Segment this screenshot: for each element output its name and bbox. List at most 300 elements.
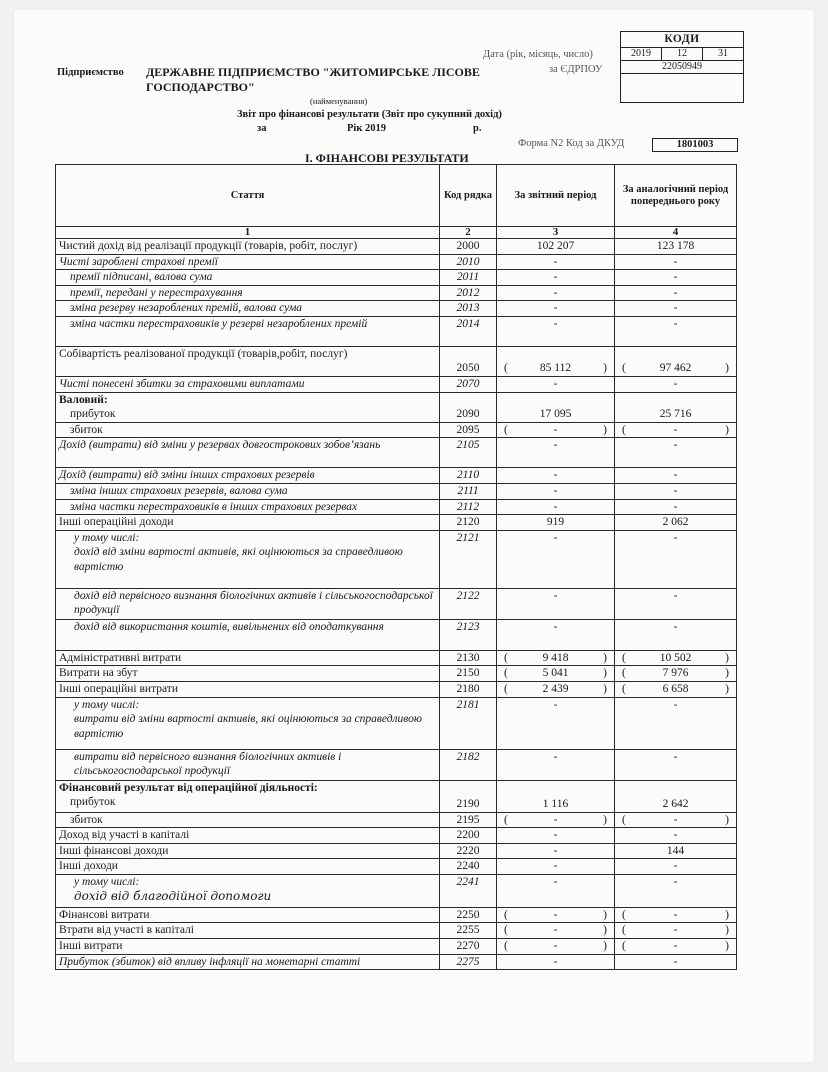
table-row bbox=[56, 619, 737, 650]
value-text: 10 502 bbox=[659, 651, 692, 664]
value-text: - bbox=[673, 423, 678, 436]
table-row bbox=[56, 499, 737, 515]
value-text: - bbox=[553, 469, 558, 482]
row-previous-value bbox=[615, 483, 737, 499]
date-label: Дата (рік, місяць, число) bbox=[483, 49, 593, 60]
enterprise-name-line1: ДЕРЖАВНЕ ПІДПРИЄМСТВО "ЖИТОМИРСЬКЕ ЛІСОВЕ bbox=[146, 65, 480, 79]
row-current-value bbox=[497, 392, 615, 422]
row-code: 2000 bbox=[440, 239, 497, 255]
row-code: 2111 bbox=[440, 483, 497, 499]
row-article-text: Валовий: bbox=[59, 393, 108, 406]
row-article-2122 bbox=[56, 588, 440, 619]
value-text: - bbox=[673, 908, 678, 921]
row-article-2013 bbox=[56, 301, 440, 317]
code-edrpou: 22050949 bbox=[662, 61, 702, 72]
header-previous: За аналогічний період попереднього року bbox=[615, 165, 737, 227]
row-previous-value bbox=[615, 530, 737, 588]
value-text: 2 439 bbox=[542, 682, 569, 695]
code-month: 12 bbox=[662, 48, 703, 60]
row-previous-value bbox=[615, 843, 737, 859]
row-article-2011 bbox=[56, 270, 440, 286]
row-current-value bbox=[497, 666, 615, 682]
col-number-3: 3 bbox=[497, 227, 615, 239]
value-text: - bbox=[553, 940, 558, 953]
value-text: - bbox=[553, 317, 558, 330]
row-current-value bbox=[497, 468, 615, 484]
row-article-text: Фінансовий результат від операційної діяльності: bbox=[59, 781, 318, 794]
value-text: - bbox=[673, 620, 678, 633]
row-code: 2130 bbox=[440, 650, 497, 666]
table-row bbox=[56, 346, 737, 376]
table-row bbox=[56, 392, 737, 422]
row-code: 2250 bbox=[440, 907, 497, 923]
row-previous-value bbox=[615, 515, 737, 531]
row-article-2255 bbox=[56, 923, 440, 939]
row-code: 2120 bbox=[440, 515, 497, 531]
row-previous-value bbox=[615, 697, 737, 749]
report-title: Звіт про фінансові результати (Звіт про сукупний дохід) bbox=[237, 109, 502, 120]
row-article-2050 bbox=[56, 346, 440, 376]
value-text: - bbox=[673, 255, 678, 268]
value-text: 123 178 bbox=[656, 240, 695, 252]
row-article-text: Інші операційні витрати bbox=[59, 682, 178, 695]
table-row bbox=[56, 749, 737, 780]
row-previous-value bbox=[615, 954, 737, 970]
value-text: 5 041 bbox=[542, 667, 569, 680]
row-article-2111 bbox=[56, 483, 440, 499]
row-code: 2150 bbox=[440, 666, 497, 682]
paren-close: ) bbox=[603, 423, 607, 436]
row-current-value bbox=[497, 681, 615, 697]
table-row bbox=[56, 650, 737, 666]
paren-close: ) bbox=[725, 908, 729, 921]
row-previous-value bbox=[615, 376, 737, 392]
row-article-2150 bbox=[56, 666, 440, 682]
table-row bbox=[56, 681, 737, 697]
row-article-2121 bbox=[56, 530, 440, 588]
row-previous-value bbox=[615, 285, 737, 301]
row-code: 2220 bbox=[440, 843, 497, 859]
paren-open: ( bbox=[504, 908, 508, 921]
value-text: - bbox=[553, 924, 558, 937]
table-row bbox=[56, 780, 737, 812]
paren-close: ) bbox=[725, 423, 729, 436]
row-previous-value bbox=[615, 749, 737, 780]
paren-close: ) bbox=[725, 813, 729, 826]
value-text: - bbox=[553, 860, 558, 873]
row-current-value bbox=[497, 749, 615, 780]
row-article-2190 bbox=[56, 780, 440, 812]
value-text: - bbox=[673, 589, 678, 602]
table-row bbox=[56, 666, 737, 682]
row-current-value bbox=[497, 954, 615, 970]
row-code: 2121 bbox=[440, 530, 497, 588]
row-previous-value bbox=[615, 812, 737, 828]
row-code: 2112 bbox=[440, 499, 497, 515]
row-article-text: у тому числі: bbox=[74, 531, 140, 544]
row-article-text: Адміністративні витрати bbox=[59, 651, 182, 664]
value-text: - bbox=[673, 531, 678, 544]
row-current-value bbox=[497, 828, 615, 844]
row-article-text: Прибуток (збиток) від впливу інфляції на монетарні статті bbox=[59, 955, 361, 968]
row-article-text: Інші фінансові доходи bbox=[59, 844, 169, 857]
paren-close: ) bbox=[603, 924, 607, 937]
value-text: - bbox=[673, 484, 678, 497]
form-code: 1801003 bbox=[652, 138, 738, 152]
row-current-value bbox=[497, 270, 615, 286]
value-text: - bbox=[553, 620, 558, 633]
paren-close: ) bbox=[603, 813, 607, 826]
table-row bbox=[56, 301, 737, 317]
row-current-value bbox=[497, 438, 615, 468]
paren-open: ( bbox=[622, 908, 626, 921]
value-text: 2 062 bbox=[662, 516, 689, 529]
value-text: - bbox=[673, 439, 678, 452]
table-row bbox=[56, 859, 737, 875]
financial-results-table bbox=[55, 164, 737, 970]
table-row bbox=[56, 254, 737, 270]
paren-close: ) bbox=[725, 940, 729, 953]
value-text: - bbox=[553, 423, 558, 436]
paren-open: ( bbox=[622, 667, 626, 680]
row-code: 2255 bbox=[440, 923, 497, 939]
section-title: І. ФІНАНСОВІ РЕЗУЛЬТАТИ bbox=[305, 151, 469, 165]
row-article-text: Чисті зароблені страхові премії bbox=[59, 255, 219, 268]
form-label: Форма N2 Код за ДКУД bbox=[518, 138, 625, 149]
paren-open: ( bbox=[504, 651, 508, 664]
value-text: - bbox=[673, 500, 678, 513]
row-code: 2070 bbox=[440, 376, 497, 392]
table-row bbox=[56, 697, 737, 749]
value-text: 1 116 bbox=[542, 797, 569, 810]
row-previous-value bbox=[615, 828, 737, 844]
table-row bbox=[56, 239, 737, 255]
row-code: 2270 bbox=[440, 939, 497, 955]
row-previous-value bbox=[615, 499, 737, 515]
value-text: - bbox=[553, 955, 558, 968]
row-current-value bbox=[497, 859, 615, 875]
value-text: - bbox=[553, 377, 558, 390]
row-article-text: Собівартість реалізованої продукції (товарів,робіт, послуг) bbox=[59, 347, 348, 360]
row-article-2095 bbox=[56, 422, 440, 438]
row-article-text: дохід від використання коштів, вивільнених від оподаткування bbox=[74, 620, 384, 633]
row-article-text: зміна інших страхових резервів, валова сума bbox=[70, 484, 288, 497]
codes-title: КОДИ bbox=[621, 32, 743, 48]
value-text: 6 658 bbox=[662, 682, 689, 695]
paren-open: ( bbox=[622, 682, 626, 695]
value-text: - bbox=[553, 750, 558, 763]
row-previous-value bbox=[615, 619, 737, 650]
row-article-2195 bbox=[56, 812, 440, 828]
value-text: - bbox=[553, 286, 558, 299]
value-text: 2 642 bbox=[662, 797, 689, 810]
row-previous-value bbox=[615, 392, 737, 422]
row-code: 2180 bbox=[440, 681, 497, 697]
value-text: - bbox=[553, 255, 558, 268]
table-row bbox=[56, 270, 737, 286]
period-r: р. bbox=[473, 123, 482, 134]
row-article-2123 bbox=[56, 619, 440, 650]
row-article-subtext: прибуток bbox=[70, 796, 116, 809]
row-article-text: Чистий дохід від реалізації продукції (товарів, робіт, послуг) bbox=[59, 240, 358, 252]
row-code: 2122 bbox=[440, 588, 497, 619]
codes-box bbox=[620, 31, 744, 103]
value-text: - bbox=[553, 439, 558, 452]
value-text: 102 207 bbox=[536, 240, 575, 252]
value-text: 17 095 bbox=[539, 408, 572, 421]
row-previous-value bbox=[615, 346, 737, 376]
value-text: - bbox=[673, 860, 678, 873]
row-current-value bbox=[497, 483, 615, 499]
paren-close: ) bbox=[725, 651, 729, 664]
row-article-2130 bbox=[56, 650, 440, 666]
code-day: 31 bbox=[718, 48, 728, 59]
value-text: - bbox=[673, 750, 678, 763]
paren-open: ( bbox=[504, 667, 508, 680]
paren-close: ) bbox=[603, 682, 607, 695]
value-text: - bbox=[673, 317, 678, 330]
row-code: 2182 bbox=[440, 749, 497, 780]
code-year: 2019 bbox=[621, 48, 662, 60]
row-article-2220 bbox=[56, 843, 440, 859]
table-row bbox=[56, 530, 737, 588]
period-za: за bbox=[257, 123, 267, 134]
paren-open: ( bbox=[622, 651, 626, 664]
table-row bbox=[56, 483, 737, 499]
value-text: - bbox=[553, 698, 558, 711]
edrpou-label: за ЄДРПОУ bbox=[549, 64, 603, 75]
value-text: - bbox=[673, 875, 678, 888]
table-row bbox=[56, 843, 737, 859]
paren-close: ) bbox=[603, 667, 607, 680]
row-previous-value bbox=[615, 780, 737, 812]
table-row bbox=[56, 285, 737, 301]
row-article-text: Чисті понесені збитки за страховими виплатами bbox=[59, 377, 305, 390]
paren-open: ( bbox=[504, 940, 508, 953]
row-article-2241 bbox=[56, 874, 440, 907]
row-article-text: Інші доходи bbox=[59, 860, 118, 873]
row-article-subtext: дохід від благодійної допомоги bbox=[74, 889, 272, 904]
table-row bbox=[56, 939, 737, 955]
row-current-value bbox=[497, 697, 615, 749]
row-article-2181 bbox=[56, 697, 440, 749]
header-code: Код рядка bbox=[440, 165, 497, 227]
enterprise-name-line2: ГОСПОДАРСТВО" bbox=[146, 80, 255, 94]
row-current-value bbox=[497, 285, 615, 301]
row-code: 2095 bbox=[440, 422, 497, 438]
value-text: 9 418 bbox=[542, 651, 569, 664]
value-text: - bbox=[673, 955, 678, 968]
row-current-value bbox=[497, 780, 615, 812]
value-text: 7 976 bbox=[662, 667, 689, 680]
row-article-subtext: прибуток bbox=[70, 408, 116, 421]
row-current-value bbox=[497, 530, 615, 588]
paren-close: ) bbox=[603, 940, 607, 953]
value-text: - bbox=[553, 908, 558, 921]
paren-open: ( bbox=[622, 423, 626, 436]
row-article-text: зміна резерву незароблених премій, валова сума bbox=[70, 302, 303, 315]
row-code: 2110 bbox=[440, 468, 497, 484]
paren-close: ) bbox=[725, 924, 729, 937]
col-number-2: 2 bbox=[440, 227, 497, 239]
row-article-text: зміна частки перестраховиків у резерві незароблених премій bbox=[70, 317, 368, 330]
paren-open: ( bbox=[622, 940, 626, 953]
row-article-text: Фінансові витрати bbox=[59, 908, 150, 921]
row-code: 2241 bbox=[440, 874, 497, 907]
row-code: 2011 bbox=[440, 270, 497, 286]
row-current-value bbox=[497, 422, 615, 438]
value-text: 919 bbox=[546, 516, 565, 529]
row-article-text: премії, передані у перестрахування bbox=[70, 286, 243, 299]
row-previous-value bbox=[615, 438, 737, 468]
value-text: - bbox=[553, 271, 558, 284]
table-row bbox=[56, 828, 737, 844]
row-article-text: зміна частки перестраховиків в інших страхових резервах bbox=[70, 500, 358, 513]
col-number-4: 4 bbox=[615, 227, 737, 239]
row-previous-value bbox=[615, 588, 737, 619]
row-article-2000 bbox=[56, 239, 440, 255]
col-number-1: 1 bbox=[56, 227, 440, 239]
row-previous-value bbox=[615, 681, 737, 697]
value-text: 85 112 bbox=[539, 362, 572, 375]
value-text: - bbox=[673, 698, 678, 711]
value-text: - bbox=[673, 829, 678, 842]
row-article-text: у тому числі: bbox=[74, 875, 140, 888]
value-text: 144 bbox=[666, 844, 685, 857]
value-text: - bbox=[673, 377, 678, 390]
row-previous-value bbox=[615, 874, 737, 907]
row-article-text: Дохід (витрати) від зміни у резервах довгострокових зобов’язань bbox=[59, 439, 381, 452]
row-code: 2105 bbox=[440, 438, 497, 468]
paren-open: ( bbox=[622, 362, 626, 375]
paren-open: ( bbox=[504, 924, 508, 937]
row-code: 2190 bbox=[440, 780, 497, 812]
table-row bbox=[56, 438, 737, 468]
row-current-value bbox=[497, 843, 615, 859]
value-text: 97 462 bbox=[659, 362, 692, 375]
value-text: 25 716 bbox=[659, 408, 692, 421]
name-caption: (найменування) bbox=[310, 96, 368, 106]
value-text: - bbox=[553, 813, 558, 826]
header-current: За звітний період bbox=[497, 165, 615, 227]
row-article-2014 bbox=[56, 316, 440, 346]
value-text: - bbox=[673, 924, 678, 937]
row-article-text: Витрати на збут bbox=[59, 667, 138, 680]
row-article-subtext: витрати від зміни вартості активів, які оцінюються за справедливою вартістю bbox=[74, 713, 423, 740]
paren-close: ) bbox=[725, 682, 729, 695]
row-current-value bbox=[497, 316, 615, 346]
table-row bbox=[56, 588, 737, 619]
row-article-2180 bbox=[56, 681, 440, 697]
row-article-2012 bbox=[56, 285, 440, 301]
row-article-text: Інші операційні доходи bbox=[59, 516, 174, 529]
row-article-text: премії підписані, валова сума bbox=[70, 271, 213, 284]
paren-open: ( bbox=[504, 813, 508, 826]
row-code: 2195 bbox=[440, 812, 497, 828]
value-text: - bbox=[673, 813, 678, 826]
row-previous-value bbox=[615, 939, 737, 955]
table-row bbox=[56, 812, 737, 828]
header-article: Стаття bbox=[56, 165, 440, 227]
row-previous-value bbox=[615, 254, 737, 270]
paren-close: ) bbox=[603, 362, 607, 375]
paren-open: ( bbox=[622, 924, 626, 937]
table-row bbox=[56, 316, 737, 346]
row-current-value bbox=[497, 923, 615, 939]
row-article-text: дохід від первісного визнання біологічних активів і сільськогосподарської продукції bbox=[74, 589, 433, 617]
row-current-value bbox=[497, 376, 615, 392]
row-article-2090 bbox=[56, 392, 440, 422]
value-text: - bbox=[673, 286, 678, 299]
row-article-text: витрати від первісного визнання біологічних активів і сільськогосподарської продукції bbox=[74, 750, 342, 778]
row-previous-value bbox=[615, 650, 737, 666]
row-code: 2013 bbox=[440, 301, 497, 317]
row-previous-value bbox=[615, 301, 737, 317]
row-article-2240 bbox=[56, 859, 440, 875]
row-article-text: Доход від участі в капіталі bbox=[59, 829, 190, 842]
row-current-value bbox=[497, 239, 615, 255]
row-previous-value bbox=[615, 923, 737, 939]
row-code: 2050 bbox=[440, 346, 497, 376]
row-code: 2014 bbox=[440, 316, 497, 346]
row-code: 2012 bbox=[440, 285, 497, 301]
enterprise-label: Підприємство bbox=[57, 67, 124, 78]
table-row bbox=[56, 874, 737, 907]
row-code: 2123 bbox=[440, 619, 497, 650]
value-text: - bbox=[673, 469, 678, 482]
row-article-2200 bbox=[56, 828, 440, 844]
row-current-value bbox=[497, 939, 615, 955]
value-text: - bbox=[553, 589, 558, 602]
paren-close: ) bbox=[603, 908, 607, 921]
row-article-2275 bbox=[56, 954, 440, 970]
table-row bbox=[56, 907, 737, 923]
row-current-value bbox=[497, 499, 615, 515]
value-text: - bbox=[553, 484, 558, 497]
value-text: - bbox=[673, 940, 678, 953]
row-current-value bbox=[497, 301, 615, 317]
paren-open: ( bbox=[622, 813, 626, 826]
value-text: - bbox=[673, 271, 678, 284]
row-current-value bbox=[497, 619, 615, 650]
row-current-value bbox=[497, 515, 615, 531]
paren-close: ) bbox=[603, 651, 607, 664]
table-row bbox=[56, 515, 737, 531]
row-code: 2240 bbox=[440, 859, 497, 875]
paren-open: ( bbox=[504, 423, 508, 436]
value-text: - bbox=[553, 531, 558, 544]
table-row bbox=[56, 376, 737, 392]
row-article-text: Втрати від участі в капіталі bbox=[59, 924, 194, 937]
table-row bbox=[56, 422, 737, 438]
row-current-value bbox=[497, 254, 615, 270]
row-previous-value bbox=[615, 422, 737, 438]
paren-open: ( bbox=[504, 362, 508, 375]
paren-close: ) bbox=[725, 362, 729, 375]
row-code: 2275 bbox=[440, 954, 497, 970]
table-row bbox=[56, 954, 737, 970]
row-article-2105 bbox=[56, 438, 440, 468]
row-current-value bbox=[497, 907, 615, 923]
row-current-value bbox=[497, 650, 615, 666]
row-article-2120 bbox=[56, 515, 440, 531]
row-previous-value bbox=[615, 468, 737, 484]
row-code: 2181 bbox=[440, 697, 497, 749]
row-article-2010 bbox=[56, 254, 440, 270]
row-article-2070 bbox=[56, 376, 440, 392]
paren-close: ) bbox=[725, 667, 729, 680]
row-code: 2010 bbox=[440, 254, 497, 270]
